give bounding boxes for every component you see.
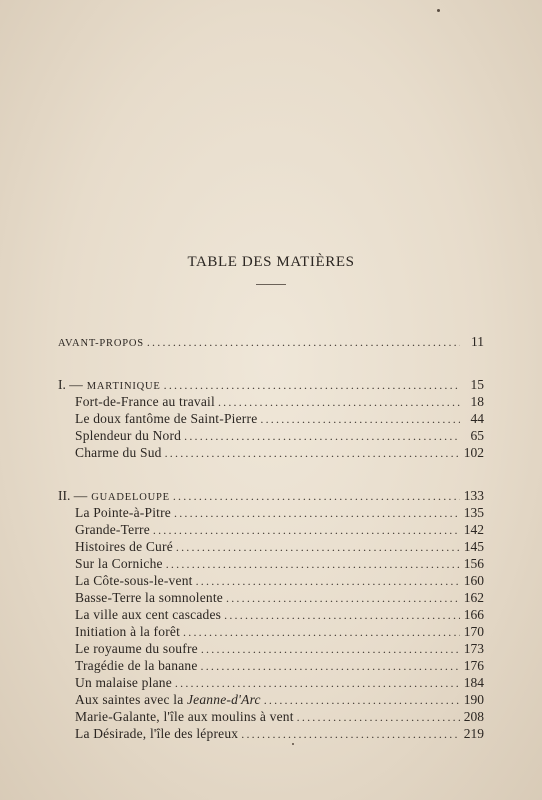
toc-page-number: 190 [463, 692, 484, 707]
dot-leader [171, 506, 460, 521]
dot-leader [257, 412, 460, 427]
dot-leader [198, 642, 460, 657]
dot-leader [198, 659, 460, 674]
dot-leader [162, 446, 460, 461]
dot-leader [181, 429, 460, 444]
dot-leader [223, 591, 460, 606]
toc-page-number: 11 [471, 334, 484, 349]
toc-entry-label: Marie-Galante, l'île aux moulins à vent [75, 709, 294, 724]
toc-page-number: 135 [463, 505, 484, 520]
toc-entry [75, 590, 484, 606]
toc-entry-label: Grande-Terre [75, 522, 150, 537]
toc-entry-label: Le doux fantôme de Saint-Pierre [75, 411, 258, 426]
toc-page-number: 170 [463, 624, 484, 639]
toc-page-number: 18 [470, 394, 484, 409]
toc-entry-label: GUADELOUPE [91, 492, 170, 503]
toc-page-number: 166 [463, 607, 484, 622]
dot-leader [193, 574, 460, 589]
toc-page-number: 145 [463, 539, 484, 554]
toc-entry-avant-propos [58, 334, 484, 350]
dot-leader [144, 335, 460, 350]
toc-page-number: 160 [463, 573, 484, 588]
toc-entry [75, 709, 484, 725]
toc-entry [75, 641, 484, 657]
dot-leader [150, 523, 460, 538]
toc-entry-label: Splendeur du Nord [75, 428, 182, 443]
dot-leader [161, 378, 460, 393]
toc-page-number: 173 [463, 641, 484, 656]
dot-leader [294, 710, 460, 725]
toc-page-number: 102 [463, 445, 484, 460]
toc-entry [75, 522, 484, 538]
toc-entry [75, 505, 484, 521]
toc-entry-label: Histoires de Curé [75, 539, 173, 554]
dot-leader [261, 693, 460, 708]
dot-leader [215, 395, 460, 410]
title-divider [256, 284, 286, 285]
dot-leader [180, 625, 460, 640]
toc-entry [75, 675, 484, 691]
toc-entry-label: La Côte-sous-le-vent [75, 573, 193, 588]
toc-entry-label: Un malaise plane [75, 675, 172, 690]
toc-page-number: 156 [463, 556, 484, 571]
toc-page-number: 219 [463, 726, 484, 741]
toc-entry-label: La ville aux cent cascades [75, 607, 222, 622]
toc-page-number: 162 [463, 590, 484, 605]
toc-part-heading [58, 488, 484, 504]
dot-leader [173, 540, 460, 555]
toc-entry-label-prefix: Aux saintes avec la [75, 692, 187, 707]
toc-entry [75, 445, 484, 461]
toc-page-number: 142 [463, 522, 484, 537]
part-numeral: II. — [58, 488, 88, 503]
toc-page-number: 15 [470, 377, 484, 392]
toc-entry-label: Fort-de-France au travail [75, 394, 215, 409]
toc-entry-label: Basse-Terre la somnolente [75, 590, 224, 605]
ship-name: Jeanne-d'Arc [186, 692, 261, 707]
toc-page-number: 184 [463, 675, 484, 690]
ink-speck [292, 743, 294, 745]
toc-entry-label: Tragédie de la banane [75, 658, 198, 673]
toc-entry-label: Charme du Sud [75, 445, 162, 460]
toc-entry-label [75, 692, 261, 708]
toc-entry [75, 573, 484, 589]
toc-entry [75, 726, 484, 742]
toc-page-number: 208 [463, 709, 484, 724]
dot-leader [238, 727, 460, 742]
dot-leader [170, 489, 460, 504]
toc-entry-label: Initiation à la forêt [75, 624, 181, 639]
toc-entry [75, 607, 484, 623]
toc-page-number: 65 [470, 428, 484, 443]
page-title: TABLE DES MATIÈRES [187, 254, 355, 270]
toc-entry-label: La Pointe-à-Pitre [75, 505, 171, 520]
toc-entry-label: Sur la Corniche [75, 556, 163, 571]
ink-speck [437, 9, 440, 12]
toc-entry [75, 692, 484, 708]
toc-entry-label: Le royaume du soufre [75, 641, 198, 656]
toc-page-number: 133 [463, 488, 484, 503]
toc-page-number: 44 [470, 411, 484, 426]
toc-page-number: 176 [463, 658, 484, 673]
part-numeral: I. — [58, 377, 83, 392]
dot-leader [172, 676, 460, 691]
toc-entry [75, 539, 484, 555]
toc-entry [75, 411, 484, 427]
toc-entry-label: La Désirade, l'île des lépreux [75, 726, 239, 741]
dot-leader [163, 557, 460, 572]
toc-entry-label: MARTINIQUE [86, 381, 161, 392]
toc-entry [75, 556, 484, 572]
toc-entry [75, 428, 484, 444]
dot-leader [221, 608, 460, 623]
toc-part-heading [58, 377, 484, 393]
toc-entry-label: AVANT-PROPOS [58, 338, 144, 349]
toc-entry [75, 658, 484, 674]
toc-entry [75, 394, 484, 410]
toc-entry [75, 624, 484, 640]
